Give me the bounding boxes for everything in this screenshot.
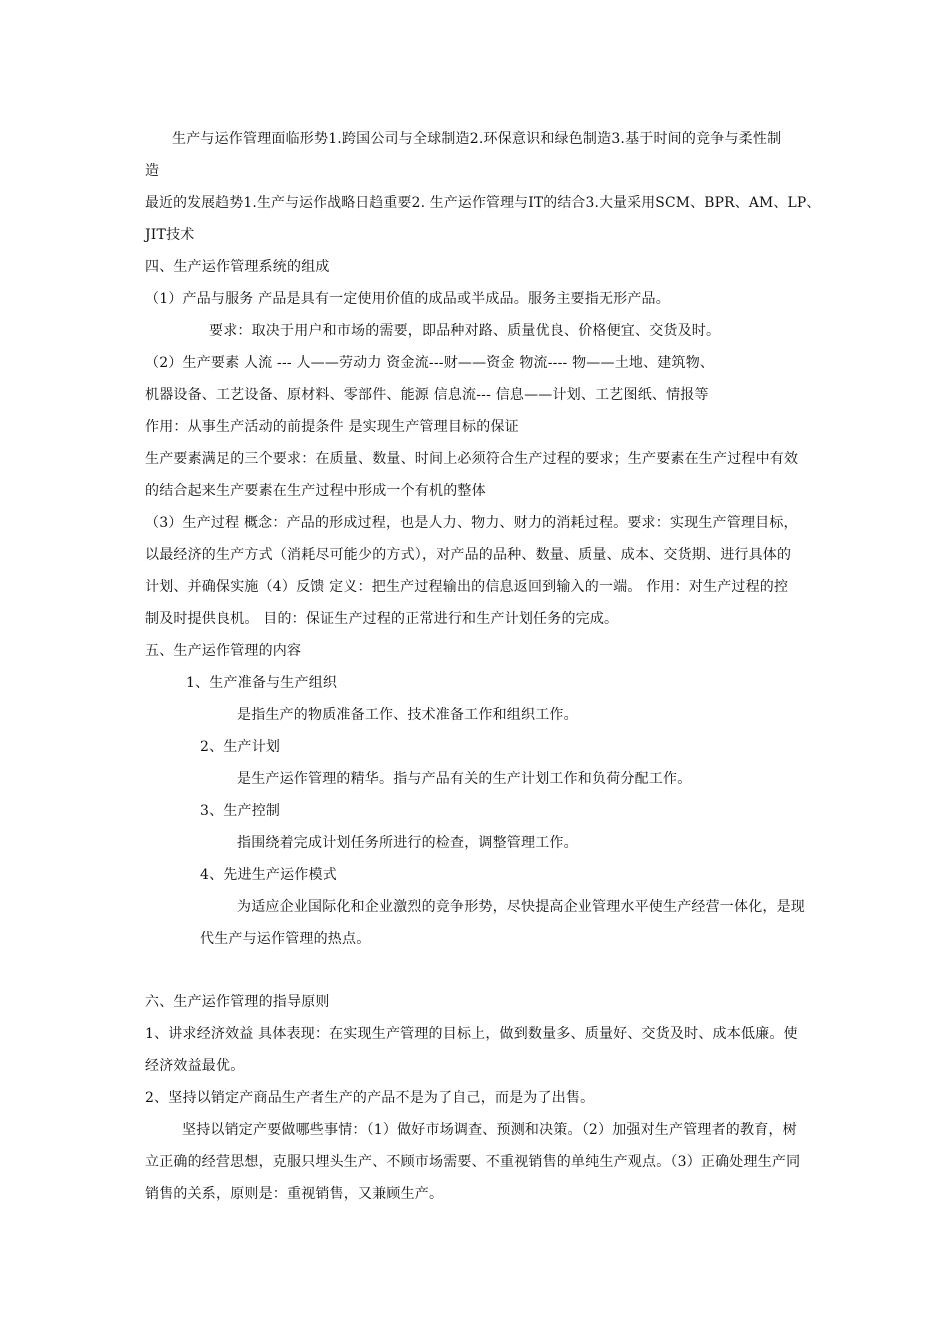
item-production-process-line-3: 计划、并确保实施（4）反馈 定义：把生产过程输出的信息返回到输入的一端。 作用：对生产过程的控 xyxy=(145,579,789,595)
item-products-requirements: 要求：取决于用户和市场的需要，即品种对路、质量优良、价格便宜、交货及时。 xyxy=(209,323,721,339)
item-production-factors-line-2: 机器设备、工艺设备、原材料、零部件、能源 信息流--- 信息——计划、工艺图纸、情报等 xyxy=(145,387,709,403)
principle-2-detail-line-2: 立正确的经营思想，克服只埋头生产、不顾市场需要、不重视销售的单纯生产观点。（3）正确处理生产同 xyxy=(145,1154,801,1170)
paragraph-challenges-line-2: 造 xyxy=(145,163,160,179)
subheading-5-3: 3、生产控制 xyxy=(200,803,281,819)
subtext-5-2: 是生产运作管理的精华。指与产品有关的生产计划工作和负荷分配工作。 xyxy=(237,771,692,787)
subtext-5-4-line-1: 为适应企业国际化和企业激烈的竞争形势，尽快提高企业管理水平使生产经营一体化，是现 xyxy=(237,899,805,915)
principle-1-line-2: 经济效益最优。 xyxy=(145,1058,245,1074)
subheading-5-1: 1、生产准备与生产组织 xyxy=(186,675,338,691)
item-production-process-line-2: 以最经济的生产方式（消耗尽可能少的方式），对产品的品种、数量、质量、成本、交货期、进行具体的 xyxy=(145,547,792,563)
item-factors-requirements-line-1: 生产要素满足的三个要求：在质量、数量、时间上必须符合生产过程的要求；生产要素在生产过程中有效 xyxy=(145,451,799,467)
principle-2: 2、坚持以销定产商品生产者生产的产品不是为了自己，而是为了出售。 xyxy=(145,1090,595,1106)
item-production-factors-line-1: （2）生产要素 人流 --- 人——劳动力 资金流---财——资金 物流---- 物——土地、建筑物、 xyxy=(145,355,715,371)
subheading-5-4: 4、先进生产运作模式 xyxy=(200,867,337,883)
paragraph-challenges-line-1: 生产与运作管理面临形势1.跨国公司与全球制造2.环保意识和绿色制造3.基于时间的竞争与柔性制 xyxy=(172,131,782,147)
principle-2-detail-line-1: 坚持以销定产要做哪些事情：（1）做好市场调查、预测和决策。（2）加强对生产管理者的教育，树 xyxy=(182,1122,797,1138)
subheading-5-2: 2、生产计划 xyxy=(200,739,281,755)
subtext-5-4-line-2: 代生产与运作管理的热点。 xyxy=(200,931,371,947)
principle-2-detail-line-3: 销售的关系，原则是：重视销售，又兼顾生产。 xyxy=(145,1186,444,1202)
section-heading-5: 五、生产运作管理的内容 xyxy=(145,643,302,659)
paragraph-trends-line-2: JIT技术 xyxy=(145,227,195,243)
item-production-process-line-4: 制及时提供良机。 目的：保证生产过程的正常进行和生产计划任务的完成。 xyxy=(145,611,619,627)
paragraph-trends-line-1: 最近的发展趋势1.生产与运作战略日趋重要2. 生产运作管理与IT的结合3.大量采用SCM、BPR、AM、LP、 xyxy=(145,195,821,211)
subtext-5-1: 是指生产的物质准备工作、技术准备工作和组织工作。 xyxy=(237,707,578,723)
item-factors-requirements-line-2: 的结合起来生产要素在生产过程中形成一个有机的整体 xyxy=(145,483,486,499)
item-production-process-line-1: （3）生产过程 概念：产品的形成过程，也是人力、物力、财力的消耗过程。要求：实现生产管理目标， xyxy=(145,515,798,531)
section-heading-4: 四、生产运作管理系统的组成 xyxy=(145,259,330,275)
subtext-5-3: 指围绕着完成计划任务所进行的检查，调整管理工作。 xyxy=(237,835,578,851)
item-products-services: （1）产品与服务 产品是具有一定使用价值的成品或半成品。服务主要指无形产品。 xyxy=(145,291,670,307)
section-heading-6: 六、生产运作管理的指导原则 xyxy=(145,994,330,1010)
principle-1-line-1: 1、讲求经济效益 具体表现：在实现生产管理的目标上，做到数量多、质量好、交货及时、成本低廉。使 xyxy=(145,1026,798,1042)
item-factors-role: 作用：从事生产活动的前提条件 是实现生产管理目标的保证 xyxy=(145,419,519,435)
